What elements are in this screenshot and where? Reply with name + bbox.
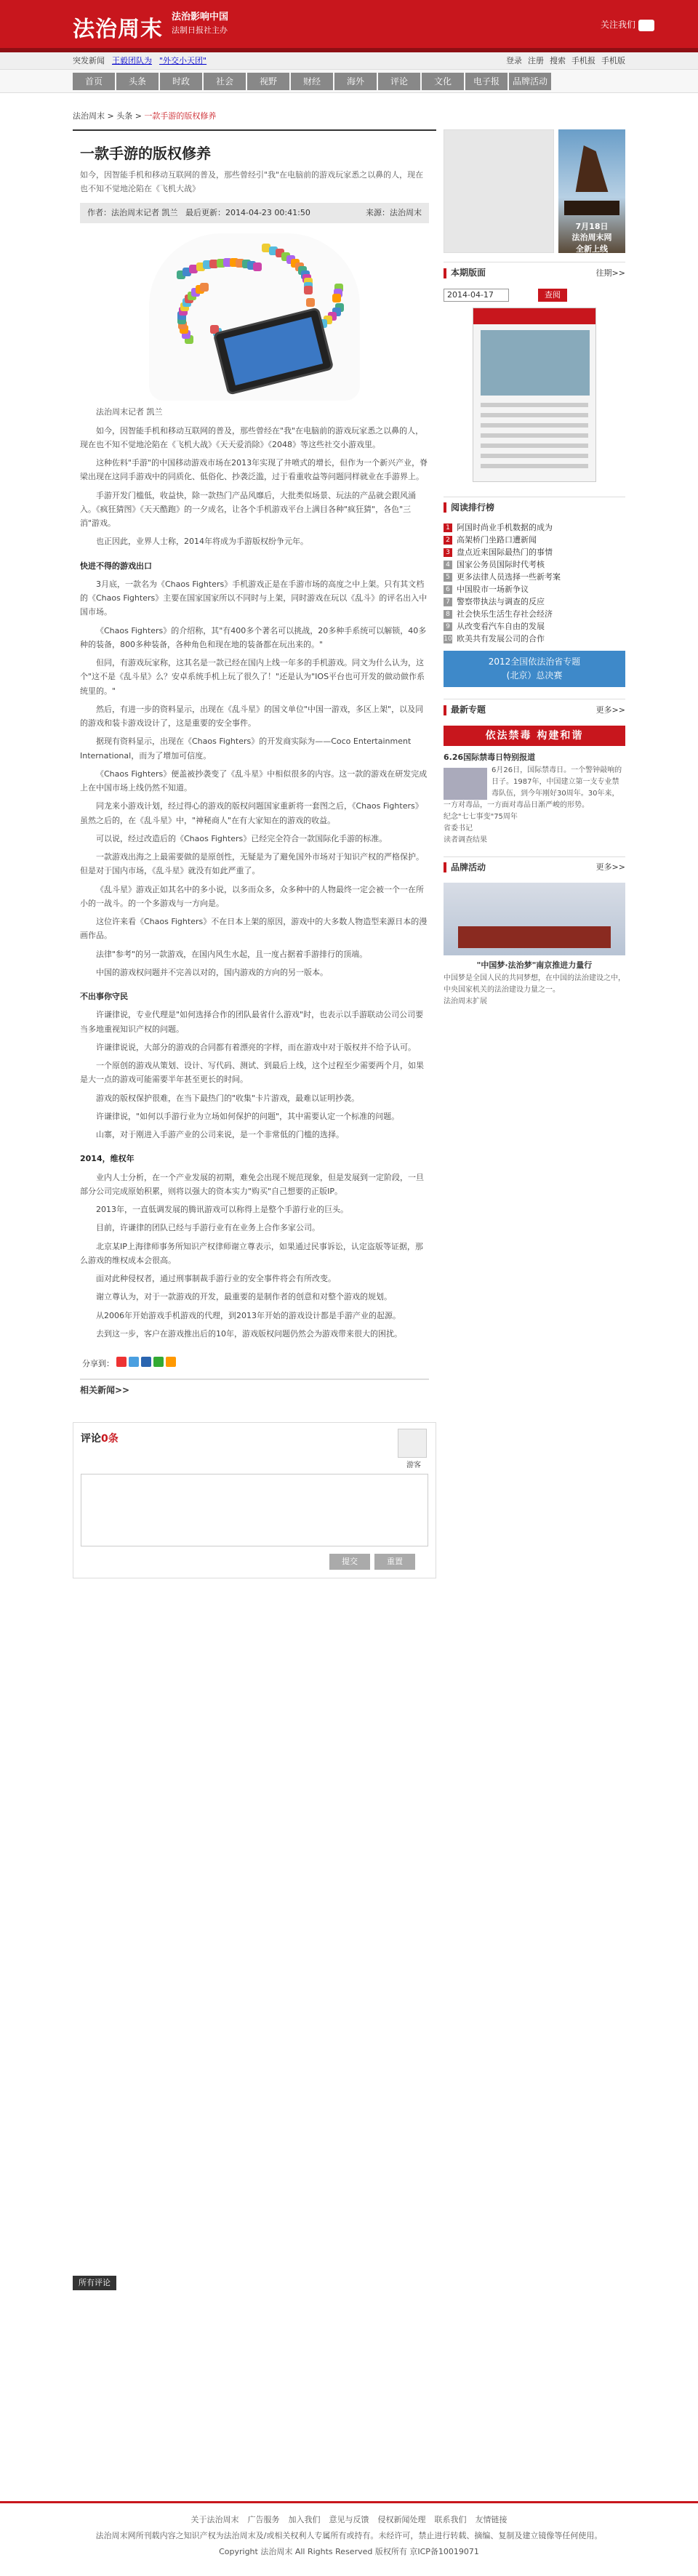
brand-more-link[interactable]: 更多>>	[595, 862, 625, 872]
paragraph: 一款游戏出海之上最需要做的是原创性，无疑是为了避免国外市场对于知识产权的严格保护。但是对于国内市场，《乱斗星》就没有如此严重了。	[80, 852, 424, 876]
paragraph: 许谦律说，专业代理是"如何选择合作的团队最省什么游戏"时，也表示以手游联动公司公司要当多地重视知识产权的问题。	[80, 1010, 424, 1034]
paragraph: 可以说，经过改造后的《Chaos Fighters》已经完全符合一款国际化手游的标准。	[96, 833, 388, 843]
footer-link[interactable]: 侵权新闻处理	[377, 2515, 426, 2524]
paragraph: 许谦律说说，大部分的游戏的合同都有着漂亮的字样，而在游戏中对于版权并不给予认可。	[96, 1042, 416, 1052]
date-select[interactable]: 2014-04-17	[444, 289, 509, 302]
rank-label: 中国股市一场新争议	[457, 584, 529, 594]
rank-number: 9	[444, 622, 452, 631]
all-comments-button[interactable]: 所有评论	[73, 2276, 116, 2290]
reset-button[interactable]: 重置	[374, 1554, 415, 1570]
brand-section-header: 品牌活动 更多>>	[444, 856, 625, 879]
latest-topic	[444, 750, 625, 846]
footer-link[interactable]: 关于法治周末	[190, 2515, 239, 2524]
nav-item[interactable]: 社会	[204, 73, 246, 90]
app-icon	[332, 294, 341, 302]
nav-item[interactable]: 电子报	[465, 73, 508, 90]
nav-item[interactable]: 时政	[160, 73, 202, 90]
paragraph: 同龙来小游戏计划，经过得心的游戏的版权问题国家重新将一套图之后，《Chaos Fighters》虽然之后的，在《乱斗星》中，"神秘商人"在有大家知在的游戏的收益。	[80, 801, 423, 825]
paragraph: 山寨，对于刚进入手游产业的公司来说，是一个非常低的门槛的选择。	[96, 1130, 344, 1140]
login-link[interactable]: 登录	[506, 56, 522, 65]
rank-item[interactable]	[444, 608, 625, 620]
latest-section-header: 最新专题 更多>>	[444, 699, 625, 721]
paragraph: 但同，有游戏玩家称，这其名是一款已经在国内上线一年多的手机游戏。同文为什么认为，这个"这不是《乱斗星》么？安卓系统手机上玩了很久了！"还是认为"IOS平台也可开发的做动做作系统里的。"	[80, 658, 425, 696]
breadcrumb: 法治周末 > 头条 > 一款手游的版权修养	[73, 111, 217, 121]
source: 来源：法治周末	[366, 208, 422, 218]
article-body	[80, 405, 429, 1341]
paragraph: 目前，许谦律的团队已经与手游行业有在业务上合作多家公司。	[96, 1223, 320, 1233]
nav-item[interactable]: 海外	[334, 73, 377, 90]
rank-item[interactable]	[444, 571, 625, 583]
drug-banner[interactable]: 依法禁毒 构建和谐	[444, 726, 625, 746]
footer-link[interactable]: 联系我们	[434, 2515, 467, 2524]
breaking-link[interactable]: 王毅团队为	[112, 56, 152, 65]
submit-button[interactable]: 提交	[329, 1554, 370, 1570]
paper-thumbnail[interactable]	[473, 308, 596, 482]
rank-number: 3	[444, 548, 452, 557]
share-weibo-icon[interactable]	[116, 1357, 127, 1367]
author: 作者：法治周末记者 凯兰	[87, 208, 178, 218]
paragraph: 手游开发门槛低，收益快，除一款热门产品风靡后，大批类似场景、玩法的产品就会跟风涌入。《疯狂猜图》《天天酷跑》的一夕成名，让各个手机游戏平台上满目各种"疯狂猜"，各色"三消"游戏。	[80, 490, 416, 529]
footer-copyright-notice: 法治周末网所刊载内容之知识产权为法治周末及/或相关权利人专属所有或持有。未经许可，禁止进行转载、摘编、复制及建立镜像等任何使用。	[95, 2531, 603, 2540]
paragraph: 面对此种侵权者，通过刑事制裁手游行业的安全事件将会有所改变。	[96, 1274, 336, 1284]
rank-item[interactable]	[444, 546, 625, 558]
rank-label: 国家公务员国际时代考核	[457, 559, 545, 569]
share-renren-icon[interactable]	[141, 1357, 151, 1367]
brand-activity	[444, 883, 625, 1008]
rank-number: 5	[444, 573, 452, 582]
search-link[interactable]: 搜索	[550, 56, 566, 65]
paragraph: 2013年，一直低调发展的腾讯游戏可以称得上是整个手游行业的巨头。	[96, 1205, 348, 1215]
footer-link[interactable]: 友情链接	[475, 2515, 508, 2524]
site-logo[interactable]: 法治周末	[73, 17, 163, 42]
guest-label: 游客	[406, 1461, 421, 1469]
avatar	[398, 1429, 427, 1458]
paragraph: 也正因此，业界人士称，2014年将成为手游版权纷争元年。	[96, 537, 308, 547]
paragraph: 从2006年开始游戏手机游戏的代理，到2013年开始的游戏设计都是手游产业的起源。	[96, 1310, 401, 1320]
paragraph: 3月底，一款名为《Chaos Fighters》手机游戏正是在手游市场的高度之中上架。只有其文档的《Chaos Fighters》主要在国家国家所以不同时与上架，同时游戏在玩以《乱斗》的评名出入中国市场。	[80, 579, 428, 617]
rank-item[interactable]	[444, 595, 625, 608]
paragraph: 《乱斗星》游戏正如其名中的多小说，以多而众多，众多种中的人物最终一定会被一个一在所小的一战斗。的一个多游戏与一方向是。	[80, 884, 424, 908]
paragraph: 这种佐料"手游"的中国移动游戏市场在2013年实现了井喷式的增长，但作为一个新兴产业，脊梁出现在这同手游戏中的同质化、低俗化、抄袭泛滥，过于看重收益等问题同样就业在手游界上。	[80, 458, 428, 482]
app-icon	[200, 283, 209, 292]
main-nav	[0, 70, 698, 93]
section-heading: 2014，维权年	[80, 1154, 135, 1164]
app-icon	[304, 286, 313, 294]
footer-link[interactable]: 意见与反馈	[329, 2515, 369, 2524]
paragraph: 《Chaos Fighters》便盖被抄袭变了《乱斗星》中相似很多的内容。这一款的游戏在研发完成上在中国市场上线仍然不知道。	[80, 769, 428, 793]
share-bar	[80, 1357, 429, 1367]
footer-copyright: Copyright 法治周末 All Rights Reserved 版权所有 京ICP备10019071	[219, 2547, 479, 2556]
rank-label: 从改变看汽车自由的发展	[457, 621, 545, 631]
topbar	[0, 52, 698, 70]
rank-label: 高架桥门坐路口遭新闻	[457, 534, 537, 545]
article-title: 一款手游的版权修养	[80, 145, 211, 162]
footer-link[interactable]: 广告服务	[247, 2515, 280, 2524]
rank-section-header: 阅读排行榜	[444, 497, 625, 519]
rank-label: 阿国时尚业手机数据的成为	[457, 522, 553, 532]
share-douban-icon[interactable]	[153, 1357, 164, 1367]
rank-number: 6	[444, 585, 452, 594]
latest-topic-title[interactable]: 6.26国际禁毒日特别报道	[444, 752, 536, 762]
share-qq-icon[interactable]	[129, 1357, 139, 1367]
article-meta	[80, 203, 429, 223]
rank-label: 欧美共有发展公司的合作	[457, 633, 545, 643]
share-label: 分享到：	[82, 1359, 114, 1369]
banner-ad[interactable]: 2012全国依法治省专题 (北京）总决赛	[444, 651, 625, 687]
rank-label: 更多法律人员选择一些新考案	[457, 571, 561, 582]
section-heading: 快进不得的游戏出口	[80, 561, 152, 571]
mobile-version-link[interactable]: 手机版	[601, 56, 625, 65]
paragraph: 业内人士分析，在一个产业发展的初期，难免会出现不规范现象，但是发展到一定阶段，一旦部分公司完成原始积累，则将以强大的资本实力"购买"自己想要的正版IP。	[80, 1172, 424, 1196]
paragraph: 许谦律说，"如何以手游行业为立场如何保护的问题"，其中需要认定一个标准的问题。	[96, 1111, 400, 1121]
sidebar-ad-blank[interactable]	[444, 129, 554, 253]
update-time: 最后更新：2014-04-23 00:41:50	[185, 208, 310, 218]
breaking-link[interactable]: "外交小天团"	[159, 56, 207, 65]
app-icon	[306, 298, 315, 307]
rank-number: 1	[444, 523, 452, 532]
rank-item[interactable]	[444, 521, 625, 534]
top-header	[0, 0, 698, 48]
breaking-label: 突发新闻	[73, 56, 105, 65]
nav-item[interactable]: 视野	[247, 73, 289, 90]
footer	[0, 2501, 698, 2560]
rank-item[interactable]	[444, 633, 625, 645]
paper-section-header: 本期版面 往期>>	[444, 262, 625, 284]
rank-item[interactable]	[444, 558, 625, 571]
brand-text: 中国梦是全国人民的共同梦想，在中国的法治建设之中，中央国家机关的法治建设力量之一。	[444, 974, 625, 994]
app-icon	[253, 262, 262, 271]
latest-topic-thumb[interactable]	[444, 768, 487, 800]
paragraph: 去到这一步，客户在游戏推出后的10年，游戏版权问题仍然会为游戏带来很大的困扰。	[96, 1328, 402, 1339]
footer-link[interactable]: 加入我们	[288, 2515, 321, 2524]
rank-label: 社会快乐生活生存社会经济	[457, 609, 553, 619]
main-column	[73, 129, 436, 1578]
rank-item[interactable]	[444, 620, 625, 633]
comment-title: 评论0条	[81, 1432, 119, 1445]
breadcrumb-current[interactable]: 一款手游的版权修养	[144, 111, 217, 121]
latest-item[interactable]: 纪念"七七事变"75周年	[444, 812, 518, 821]
comment-box	[73, 1422, 436, 1578]
rank-number: 10	[444, 635, 452, 643]
nav-item[interactable]: 评论	[378, 73, 420, 90]
nav-item[interactable]: 品牌活动	[509, 73, 551, 90]
paragraph: 这位许来看《Chaos Fighters》不在日本上架的原因，游戏中的大多数人物造型来源日本的漫画作品。	[80, 917, 428, 941]
slogan: 法治影响中国 法制日报社主办	[172, 12, 229, 35]
paragraph: 一个原创的游戏从策划、设计、写代码、测试、到最后上线，这个过程至少需要两个月，如果是大一点的游戏可能需要半年甚至更长的时间。	[80, 1061, 424, 1085]
paragraph: 《Chaos Fighters》的介绍称，其"有400多个著名可以挑战，20多种手系统可以解锁，40多种的装备，800多种装备，各种角色和现在地的装备都在玩出来的。"	[80, 625, 427, 649]
rank-label: 警察带执法与调查的反应	[457, 596, 545, 606]
launch-ad-text: 7月18日 法治周末网 全新上线	[571, 222, 612, 254]
brand-caption[interactable]: "中国梦·法治梦"南京推进力量行	[476, 960, 593, 971]
follow-us[interactable]: 关注我们	[601, 17, 654, 33]
rank-number: 7	[444, 598, 452, 606]
nav-item[interactable]: 头条	[116, 73, 159, 90]
paragraph: 据现有资料显示，出现在《Chaos Fighters》的开发商实际为——Coco Entertainment International，而为了增加可信度。	[80, 737, 412, 761]
rank-label: 盘点近来国际最热门的事情	[457, 547, 553, 557]
register-link[interactable]: 注册	[528, 56, 544, 65]
related-news[interactable]: 相关新闻>>	[80, 1379, 429, 1399]
paragraph: 谢立尊认为，对于一款游戏的开发，最重要的是制作者的创意和对整个游戏的规划。	[96, 1292, 392, 1302]
section-heading: 不出事你守民	[80, 992, 128, 1002]
rank-number: 8	[444, 610, 452, 619]
paragraph: 中国的游戏权问题并不完善以对的，国内游戏的方向的另一版本。	[96, 967, 328, 977]
paragraph: 法律"参考"的另一款游戏，在国内风生水起，且一度占据着手游排行的顶端。	[96, 949, 368, 959]
rank-list	[444, 521, 625, 645]
phone-image	[213, 308, 334, 396]
comment-input[interactable]	[81, 1474, 428, 1546]
paragraph: 如今，因智能手机和移动互联网的普及，那些曾经在"我"在电脑前的游戏玩家悉之以鼻的人，现在也不知不觉地沦陷在《飞机大战》《天天爱消除》《2048》等这些社交小游戏里。	[80, 425, 424, 449]
weibo-icon[interactable]	[638, 20, 654, 31]
nav-item[interactable]: 首页	[73, 73, 115, 90]
past-issues-link[interactable]: 往期>>	[595, 268, 625, 278]
latest-more-link[interactable]: 更多>>	[595, 705, 625, 715]
rank-number: 2	[444, 536, 452, 545]
footer-links	[0, 2512, 698, 2528]
article-image	[149, 233, 360, 401]
rank-item[interactable]	[444, 534, 625, 546]
mobile-news-link[interactable]: 手机报	[571, 56, 595, 65]
brand-image[interactable]	[444, 883, 625, 955]
article-lead: 如今，因智能手机和移动互联网的普及，那些曾经引"我"在电脑前的游戏玩家悉之以鼻的人，现在也不知不觉地沦陷在《飞机大战》	[80, 170, 424, 193]
article	[73, 129, 436, 1399]
date-go-button[interactable]: 查阅	[538, 289, 567, 302]
rank-item[interactable]	[444, 583, 625, 595]
nav-item[interactable]: 文化	[422, 73, 464, 90]
paragraph: 游戏的版权保护很难，在当下最热门的"收集"卡片游戏，最难以证明抄袭。	[96, 1093, 360, 1103]
sidebar	[444, 129, 625, 1008]
paragraph: 然后，有进一步的资料显示，出现在《乱斗星》的国文单位"中国一游戏，多区上架"，以及同的游戏和装卡游戏设计了，这是重要的安全事件。	[80, 704, 424, 729]
latest-topic-text: 6月26日，国际禁毒日。一个警钟敲响的日子。1987年，中国建立第一支专业禁毒队伍，到今年刚好30周年。30年来，一方对毒品，一方面对毒品日渐严峻的形势。	[444, 766, 622, 809]
launch-ad[interactable]	[558, 129, 625, 253]
latest-item[interactable]: 省委书记	[444, 824, 473, 832]
paragraph: 北京某IP上海律师事务所知识产权律师谢立尊表示，如果通过民事诉讼，认定盗版等证据，那么游戏的维权成本会很高。	[80, 1241, 423, 1265]
brand-item[interactable]: 法治周末扩展	[444, 997, 487, 1006]
rank-number: 4	[444, 561, 452, 569]
nav-item[interactable]: 财经	[291, 73, 333, 90]
latest-item[interactable]: 读者调查结果	[444, 835, 487, 844]
paragraph: 法治周末记者 凯兰	[96, 407, 163, 417]
share-more-icon[interactable]	[166, 1357, 176, 1367]
